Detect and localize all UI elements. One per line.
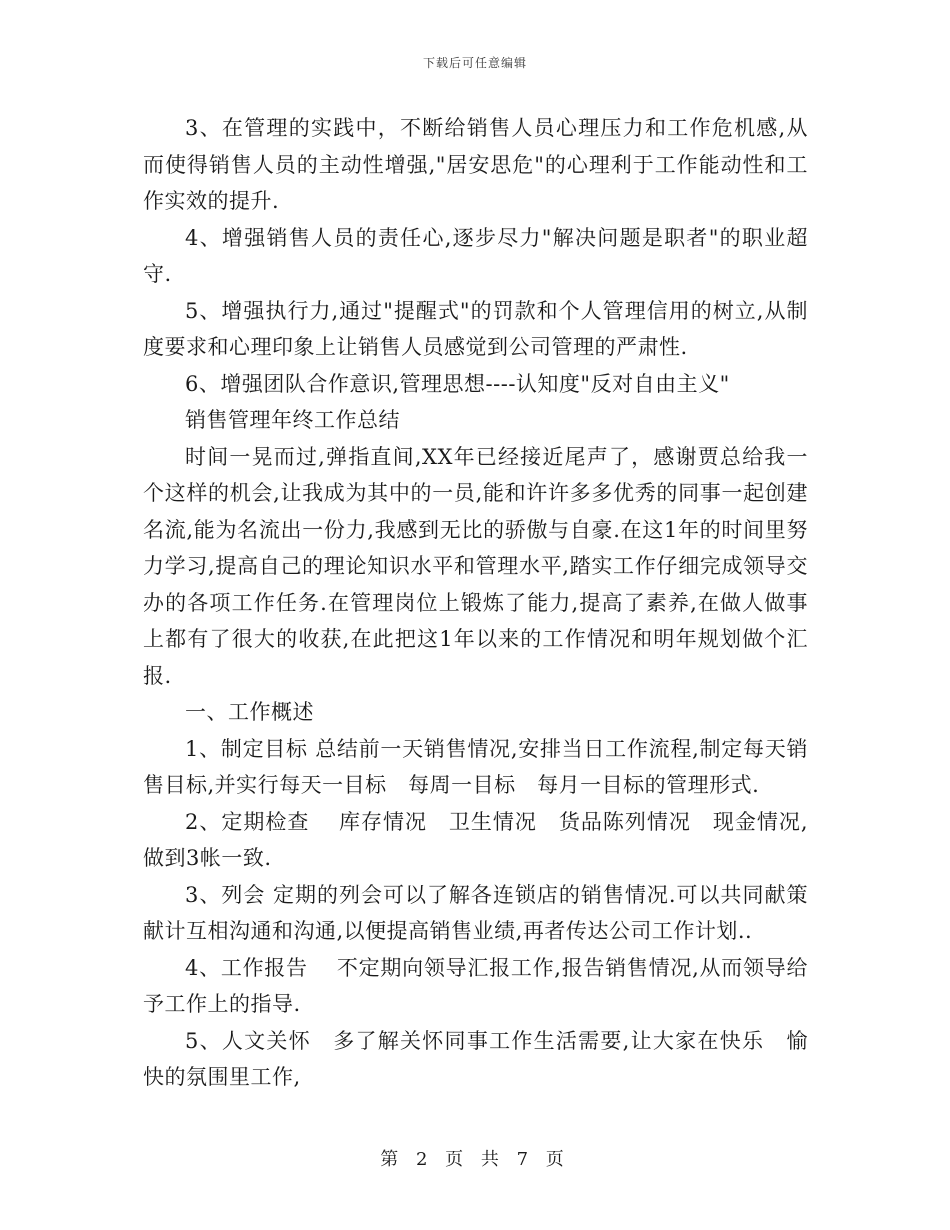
section-heading: 一、工作概述 <box>185 700 314 724</box>
paragraph: 2、定期检查 库存情况 卫生情况 货品陈列情况 现金情况,做到3帐一致. <box>143 809 808 870</box>
paragraph: 时间一晃而过,弹指直间,XX年已经接近尾声了，感谢贾总给我一个这样的机会,让我成为其中的一员,能和许许多多优秀的同事一起创建名流,能为名流出一份力,我感到无比的骄傲与自豪.在这1年的时间里努力学习,提高自己的理论知识水平和管理水平,踏实工作仔细完成领导交办的各项工作任务.在管理岗位上锻炼了能力,提高了素养,在做人做事上都有了很大的收获,在此把这1年以来的工作情况和明年规划做个汇报. <box>143 444 808 688</box>
paragraph: 3、在管理的实践中，不断给销售人员心理压力和工作危机感,从而使得销售人员的主动性增强,"居安思危"的心理利于工作能动性和工作实效的提升. <box>143 116 808 213</box>
section-title: 销售管理年终工作总结 <box>185 408 400 432</box>
paragraph: 4、增强销售人员的责任心,逐步尽力"解决问题是职者"的职业超守. <box>143 225 808 286</box>
paragraph: 3、列会 定期的列会可以了解各连锁店的销售情况.可以共同献策献计互相沟通和沟通,以便提高销售业绩,再者传达公司工作计划.. <box>143 882 808 943</box>
paragraph: 4、工作报告 不定期向领导汇报工作,报告销售情况,从而领导给予工作上的指导. <box>143 955 808 1016</box>
paragraph: 1、制定目标 总结前一天销售情况,安排当日工作流程,制定每天销售目标,并实行每天一目标 每周一目标 每月一目标的管理形式. <box>143 736 808 797</box>
page-header: 下载后可任意编辑 <box>422 56 527 70</box>
paragraph: 6、增强团队合作意识,管理思想----认知度"反对自由主义" <box>185 371 730 396</box>
paragraph: 5、增强执行力,通过"提醒式"的罚款和个人管理信用的树立,从制度要求和心理印象上让销售人员感觉到公司管理的严肃性. <box>143 298 808 359</box>
document-body <box>143 110 808 1096</box>
page-number: 第 2 页 共 7 页 <box>380 1149 570 1170</box>
paragraph: 5、人文关怀 多了解关怀同事工作生活需要,让大家在快乐 愉快的氛围里工作, <box>143 1028 808 1089</box>
